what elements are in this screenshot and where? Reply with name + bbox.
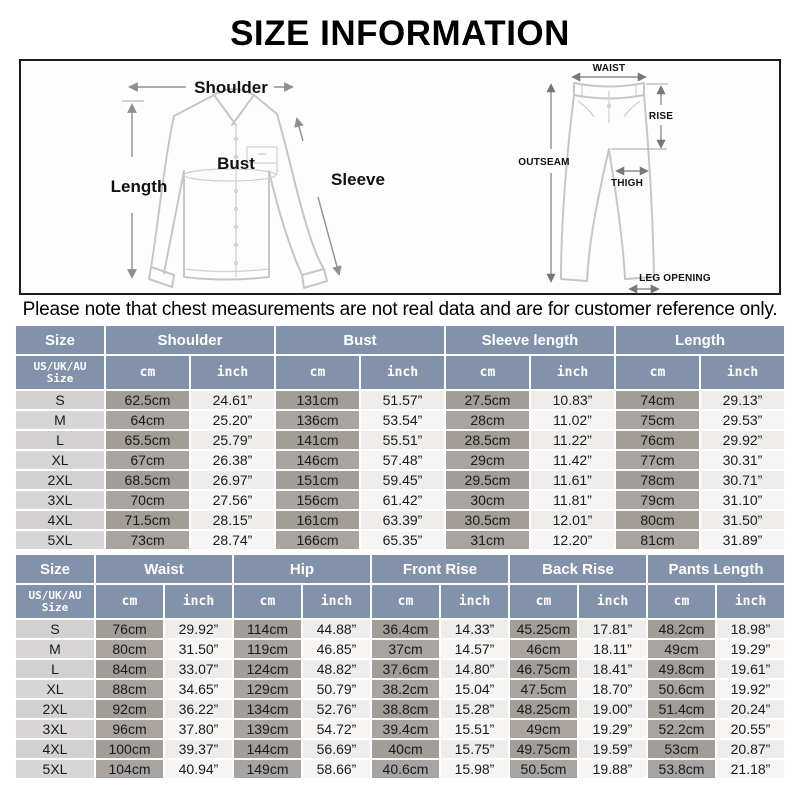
inch-value: 18.98” (717, 620, 784, 638)
cm-value: 151cm (276, 471, 359, 489)
inch-value: 51.57” (361, 391, 444, 409)
cm-value: 139cm (234, 720, 301, 738)
cm-value: 40.6cm (372, 760, 439, 778)
inch-unit-header: inch (531, 356, 614, 389)
cm-value: 74cm (616, 391, 699, 409)
cm-value: 146cm (276, 451, 359, 469)
shirt-size-table (14, 324, 786, 551)
thigh-label: THIGH (610, 178, 644, 189)
inch-value: 48.82” (303, 660, 370, 678)
cm-value: 49.75cm (510, 740, 577, 758)
inch-value: 44.88” (303, 620, 370, 638)
outseam-label: OUTSEAM (518, 157, 570, 168)
cm-value: 38.8cm (372, 700, 439, 718)
size-table-row (16, 700, 784, 718)
inch-value: 14.80” (441, 660, 508, 678)
inch-value: 17.81” (579, 620, 646, 638)
inch-unit-header: inch (361, 356, 444, 389)
size-table-row (16, 511, 784, 529)
cm-value: 49cm (510, 720, 577, 738)
group-header-row (16, 326, 784, 354)
size-table-row (16, 391, 784, 409)
cm-value: 36.4cm (372, 620, 439, 638)
cm-value: 29cm (446, 451, 529, 469)
cm-value: 53.8cm (648, 760, 715, 778)
inch-value: 29.53” (701, 411, 784, 429)
shirt-diagram (106, 61, 406, 293)
inch-value: 11.02” (531, 411, 614, 429)
inch-value: 11.81” (531, 491, 614, 509)
cm-value: 114cm (234, 620, 301, 638)
inch-value: 20.24” (717, 700, 784, 718)
inch-value: 25.20” (191, 411, 274, 429)
inch-value: 26.97” (191, 471, 274, 489)
inch-value: 28.15” (191, 511, 274, 529)
size-value: 2XL (16, 471, 104, 489)
cm-value: 80cm (96, 640, 163, 658)
cm-value: 92cm (96, 700, 163, 718)
cm-value: 50.6cm (648, 680, 715, 698)
inch-value: 26.38” (191, 451, 274, 469)
measurement-group-header: Front Rise (372, 555, 508, 583)
size-table-row (16, 720, 784, 738)
inch-value: 19.29” (717, 640, 784, 658)
cm-value: 53cm (648, 740, 715, 758)
size-value: S (16, 391, 104, 409)
cm-value: 70cm (106, 491, 189, 509)
cm-unit-header: cm (446, 356, 529, 389)
size-value: M (16, 640, 94, 658)
size-table-row (16, 411, 784, 429)
inch-value: 19.92” (717, 680, 784, 698)
inch-value: 30.31” (701, 451, 784, 469)
inch-value: 10.83” (531, 391, 614, 409)
inch-value: 15.04” (441, 680, 508, 698)
measurement-group-header: Length (616, 326, 784, 354)
pants-diagram (499, 61, 744, 295)
cm-value: 71.5cm (106, 511, 189, 529)
cm-value: 104cm (96, 760, 163, 778)
group-header-row (16, 555, 784, 583)
measurement-diagram (19, 59, 781, 295)
cm-value: 119cm (234, 640, 301, 658)
inch-value: 59.45” (361, 471, 444, 489)
inch-value: 31.89” (701, 531, 784, 549)
inch-value: 20.87” (717, 740, 784, 758)
cm-value: 37cm (372, 640, 439, 658)
measurement-group-header: Hip (234, 555, 370, 583)
size-value: XL (16, 451, 104, 469)
inch-value: 25.79” (191, 431, 274, 449)
inch-value: 19.29” (579, 720, 646, 738)
cm-value: 76cm (616, 431, 699, 449)
inch-value: 21.18” (717, 760, 784, 778)
cm-value: 28cm (446, 411, 529, 429)
cm-value: 166cm (276, 531, 359, 549)
inch-value: 12.01” (531, 511, 614, 529)
inch-value: 31.50” (701, 511, 784, 529)
inch-value: 15.75” (441, 740, 508, 758)
size-table-row (16, 760, 784, 778)
cm-value: 49cm (648, 640, 715, 658)
us-uk-au-line: US/UK/AU (28, 588, 82, 602)
inch-value: 14.33” (441, 620, 508, 638)
cm-value: 80cm (616, 511, 699, 529)
size-table-row (16, 471, 784, 489)
size-value: S (16, 620, 94, 638)
inch-value: 34.65” (165, 680, 232, 698)
cm-value: 136cm (276, 411, 359, 429)
inch-value: 58.66” (303, 760, 370, 778)
cm-value: 100cm (96, 740, 163, 758)
inch-value: 18.11” (579, 640, 646, 658)
inch-value: 19.00” (579, 700, 646, 718)
inch-value: 29.13” (701, 391, 784, 409)
inch-value: 57.48” (361, 451, 444, 469)
inch-value: 61.42” (361, 491, 444, 509)
inch-value: 29.92” (701, 431, 784, 449)
us-uk-au-line: US/UK/AU (33, 359, 87, 373)
size-column-header: Size (16, 326, 104, 354)
size-line: Size (41, 600, 69, 614)
size-value: M (16, 411, 104, 429)
inch-value: 18.70” (579, 680, 646, 698)
measurement-group-header: Pants Length (648, 555, 784, 583)
cm-value: 65.5cm (106, 431, 189, 449)
size-value: 4XL (16, 740, 94, 758)
cm-value: 31cm (446, 531, 529, 549)
cm-value: 40cm (372, 740, 439, 758)
inch-value: 11.61” (531, 471, 614, 489)
cm-value: 78cm (616, 471, 699, 489)
cm-unit-header: cm (372, 585, 439, 618)
unit-header-row (16, 356, 784, 389)
size-table-row (16, 491, 784, 509)
unit-header-row (16, 585, 784, 618)
leg-opening-label: LEG OPENING (639, 273, 711, 284)
cm-value: 84cm (96, 660, 163, 678)
cm-value: 129cm (234, 680, 301, 698)
inch-unit-header: inch (441, 585, 508, 618)
sleeve-label: Sleeve (331, 170, 385, 189)
cm-value: 73cm (106, 531, 189, 549)
rise-label: RISE (648, 111, 674, 122)
size-table-row (16, 660, 784, 678)
inch-value: 28.74” (191, 531, 274, 549)
inch-value: 33.07” (165, 660, 232, 678)
cm-value: 68.5cm (106, 471, 189, 489)
size-table-row (16, 740, 784, 758)
inch-value: 15.98” (441, 760, 508, 778)
inch-value: 63.39” (361, 511, 444, 529)
size-value: 2XL (16, 700, 94, 718)
cm-unit-header: cm (106, 356, 189, 389)
inch-value: 53.54” (361, 411, 444, 429)
size-column-header: Size (16, 555, 94, 583)
inch-unit-header: inch (303, 585, 370, 618)
measurement-group-header: Waist (96, 555, 232, 583)
size-value: XL (16, 680, 94, 698)
size-value: 4XL (16, 511, 104, 529)
inch-value: 19.61” (717, 660, 784, 678)
measurement-group-header: Back Rise (510, 555, 646, 583)
inch-unit-header: inch (191, 356, 274, 389)
inch-value: 40.94” (165, 760, 232, 778)
measurement-group-header: Shoulder (106, 326, 274, 354)
cm-unit-header: cm (96, 585, 163, 618)
cm-value: 144cm (234, 740, 301, 758)
cm-value: 30cm (446, 491, 529, 509)
inch-value: 27.56” (191, 491, 274, 509)
cm-value: 29.5cm (446, 471, 529, 489)
cm-unit-header: cm (234, 585, 301, 618)
inch-value: 15.51” (441, 720, 508, 738)
size-table-row (16, 531, 784, 549)
page-title: SIZE INFORMATION (230, 14, 570, 53)
size-table-row (16, 620, 784, 638)
inch-value: 19.59” (579, 740, 646, 758)
size-table-row (16, 680, 784, 698)
shoulder-label: Shoulder (194, 78, 268, 97)
cm-value: 134cm (234, 700, 301, 718)
cm-value: 52.2cm (648, 720, 715, 738)
inch-value: 14.57” (441, 640, 508, 658)
cm-value: 81cm (616, 531, 699, 549)
cm-value: 38.2cm (372, 680, 439, 698)
inch-value: 37.80” (165, 720, 232, 738)
inch-value: 20.55” (717, 720, 784, 738)
us-uk-au-size-header (16, 585, 94, 618)
cm-value: 161cm (276, 511, 359, 529)
cm-unit-header: cm (276, 356, 359, 389)
cm-value: 39.4cm (372, 720, 439, 738)
inch-unit-header: inch (717, 585, 784, 618)
cm-value: 28.5cm (446, 431, 529, 449)
inch-value: 55.51” (361, 431, 444, 449)
inch-value: 12.20” (531, 531, 614, 549)
inch-value: 54.72” (303, 720, 370, 738)
cm-value: 30.5cm (446, 511, 529, 529)
inch-value: 31.10” (701, 491, 784, 509)
size-value: 5XL (16, 760, 94, 778)
size-line: Size (46, 371, 74, 385)
cm-value: 79cm (616, 491, 699, 509)
size-table-row (16, 451, 784, 469)
bust-label: Bust (217, 154, 255, 173)
inch-value: 50.79” (303, 680, 370, 698)
cm-value: 64cm (106, 411, 189, 429)
inch-value: 19.88” (579, 760, 646, 778)
size-value: L (16, 660, 94, 678)
cm-unit-header: cm (648, 585, 715, 618)
length-label: Length (110, 177, 168, 196)
cm-value: 48.25cm (510, 700, 577, 718)
cm-value: 131cm (276, 391, 359, 409)
cm-value: 37.6cm (372, 660, 439, 678)
inch-value: 24.61” (191, 391, 274, 409)
inch-value: 29.92” (165, 620, 232, 638)
inch-value: 15.28” (441, 700, 508, 718)
cm-value: 77cm (616, 451, 699, 469)
us-uk-au-size-header (16, 356, 104, 389)
cm-value: 88cm (96, 680, 163, 698)
inch-value: 11.22” (531, 431, 614, 449)
inch-value: 65.35” (361, 531, 444, 549)
inch-value: 11.42” (531, 451, 614, 469)
cm-unit-header: cm (616, 356, 699, 389)
cm-value: 47.5cm (510, 680, 577, 698)
cm-value: 67cm (106, 451, 189, 469)
cm-value: 27.5cm (446, 391, 529, 409)
inch-value: 30.71” (701, 471, 784, 489)
inch-unit-header: inch (165, 585, 232, 618)
note-text: Please note that chest measurements are not real data and are for customer reference only. (22, 299, 778, 320)
cm-unit-header: cm (510, 585, 577, 618)
inch-value: 46.85” (303, 640, 370, 658)
inch-value: 56.69” (303, 740, 370, 758)
measurement-group-header: Sleeve length (446, 326, 614, 354)
inch-value: 52.76” (303, 700, 370, 718)
inch-value: 18.41” (579, 660, 646, 678)
size-value: 3XL (16, 491, 104, 509)
cm-value: 51.4cm (648, 700, 715, 718)
size-table-row (16, 640, 784, 658)
cm-value: 141cm (276, 431, 359, 449)
cm-value: 48.2cm (648, 620, 715, 638)
inch-value: 36.22” (165, 700, 232, 718)
cm-value: 124cm (234, 660, 301, 678)
cm-value: 156cm (276, 491, 359, 509)
inch-unit-header: inch (579, 585, 646, 618)
inch-value: 31.50” (165, 640, 232, 658)
cm-value: 76cm (96, 620, 163, 638)
size-value: 5XL (16, 531, 104, 549)
cm-value: 46cm (510, 640, 577, 658)
waist-label: WAIST (592, 63, 626, 74)
size-value: 3XL (16, 720, 94, 738)
inch-value: 39.37” (165, 740, 232, 758)
size-value: L (16, 431, 104, 449)
cm-value: 96cm (96, 720, 163, 738)
cm-value: 50.5cm (510, 760, 577, 778)
cm-value: 62.5cm (106, 391, 189, 409)
pants-size-table (14, 553, 786, 780)
size-table-row (16, 431, 784, 449)
cm-value: 149cm (234, 760, 301, 778)
measurement-group-header: Bust (276, 326, 444, 354)
inch-unit-header: inch (701, 356, 784, 389)
cm-value: 75cm (616, 411, 699, 429)
cm-value: 45.25cm (510, 620, 577, 638)
cm-value: 49.8cm (648, 660, 715, 678)
cm-value: 46.75cm (510, 660, 577, 678)
